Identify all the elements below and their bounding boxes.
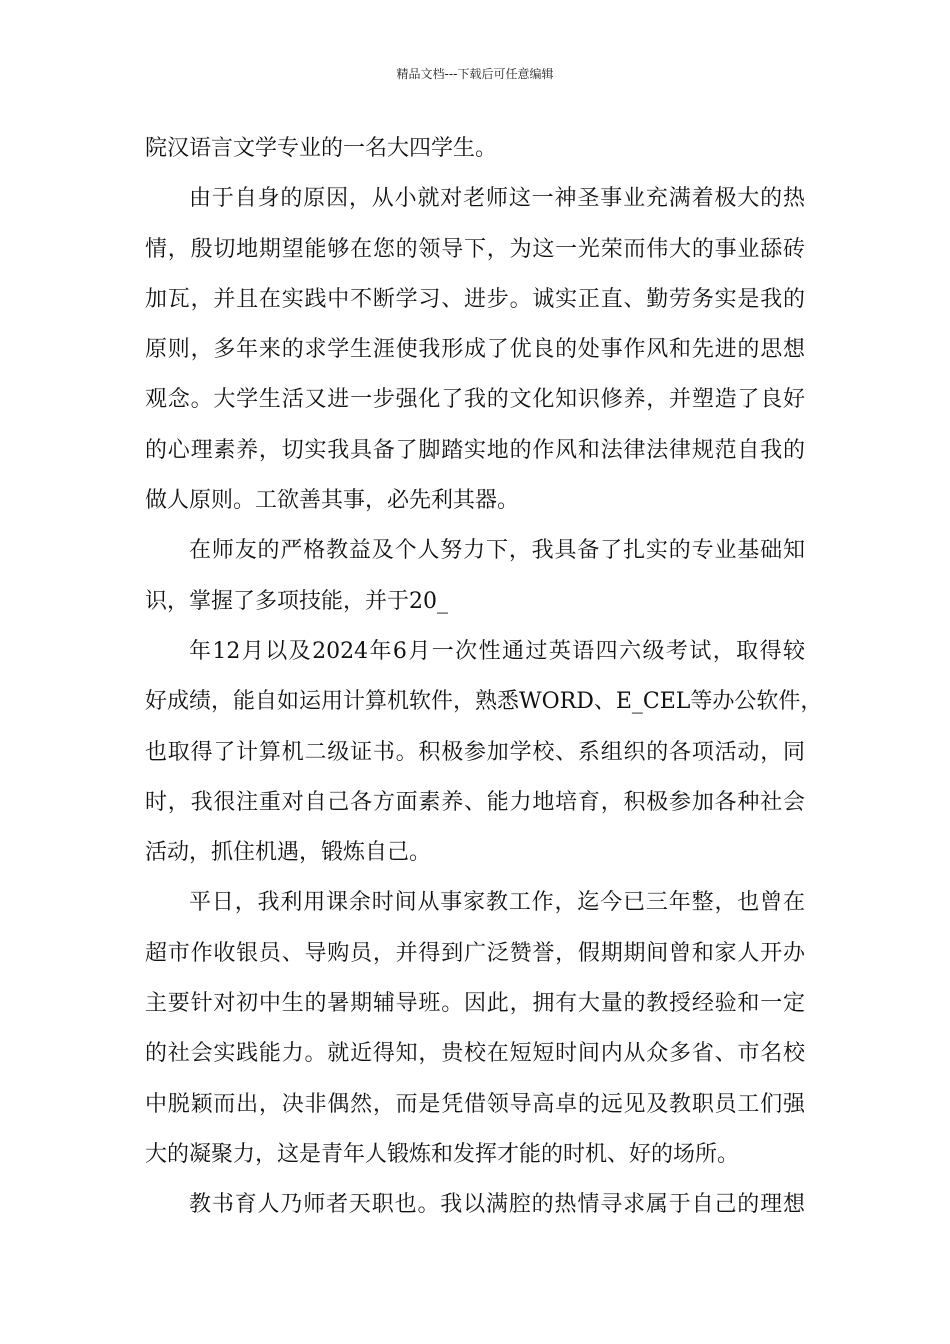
text-line: 大的凝聚力，这是青年人锻炼和发挥才能的时机、好的场所。 <box>145 1141 740 1167</box>
text-line: 由于自身的原因，从小就对老师这一神圣事业充满着极大的热 <box>189 186 805 212</box>
text-line: 做人原则。工欲善其事，必先利其器。 <box>145 488 520 514</box>
text-line: 好成绩，能自如运用计算机软件，熟悉WORD、E_CEL等办公软件， <box>145 689 823 715</box>
text-line: 平日，我利用课余时间从事家教工作，迄今已三年整，也曾在 <box>189 890 805 916</box>
page-header: 精品文档---下载后可任意编辑 <box>396 67 554 81</box>
text-line: 院汉语言文学专业的一名大四学生。 <box>145 136 498 161</box>
text-line: 的社会实践能力。就近得知，贵校在短短时间内从众多省、市名校 <box>145 1041 805 1067</box>
text-line: 主要针对初中生的暑期辅导班。因此，拥有大量的教授经验和一定 <box>145 991 805 1017</box>
text-line: 在师友的严格教益及个人努力下，我具备了扎实的专业基础知 <box>189 538 805 564</box>
text-line: 年12月以及2024年6月一次性通过英语四六级考试，取得较 <box>189 638 805 664</box>
text-line: 也取得了计算机二级证书。积极参加学校、系组织的各项活动，同 <box>145 739 805 765</box>
text-line: 教书育人乃师者天职也。我以满腔的热情寻求属于自己的理想 <box>189 1192 805 1218</box>
text-line: 识，掌握了多项技能，并于20_ <box>145 588 448 614</box>
text-line: 原则，多年来的求学生涯使我形成了优良的处事作风和先进的思想 <box>145 337 805 363</box>
text-line: 加瓦，并且在实践中不断学习、进步。诚实正直、勤劳务实是我的 <box>145 286 805 312</box>
text-line: 观念。大学生活又进一步强化了我的文化知识修养，并塑造了良好 <box>145 387 805 413</box>
text-line: 活动，抓住机遇，锻炼自己。 <box>145 840 432 866</box>
document-body <box>145 124 823 1231</box>
text-line: 情，殷切地期望能够在您的领导下，为这一光荣而伟大的事业舔砖 <box>145 236 805 262</box>
text-line: 超市作收银员、导购员，并得到广泛赞誉，假期期间曾和家人开办 <box>145 940 805 966</box>
text-line: 时，我很注重对自己各方面素养、能力地培育，积极参加各种社会 <box>145 789 805 815</box>
text-line: 中脱颖而出，决非偶然，而是凭借领导高卓的远见及教职员工们强 <box>145 1091 805 1117</box>
text-line: 的心理素养，切实我具备了脚踏实地的作风和法律法律规范自我的 <box>145 437 805 463</box>
